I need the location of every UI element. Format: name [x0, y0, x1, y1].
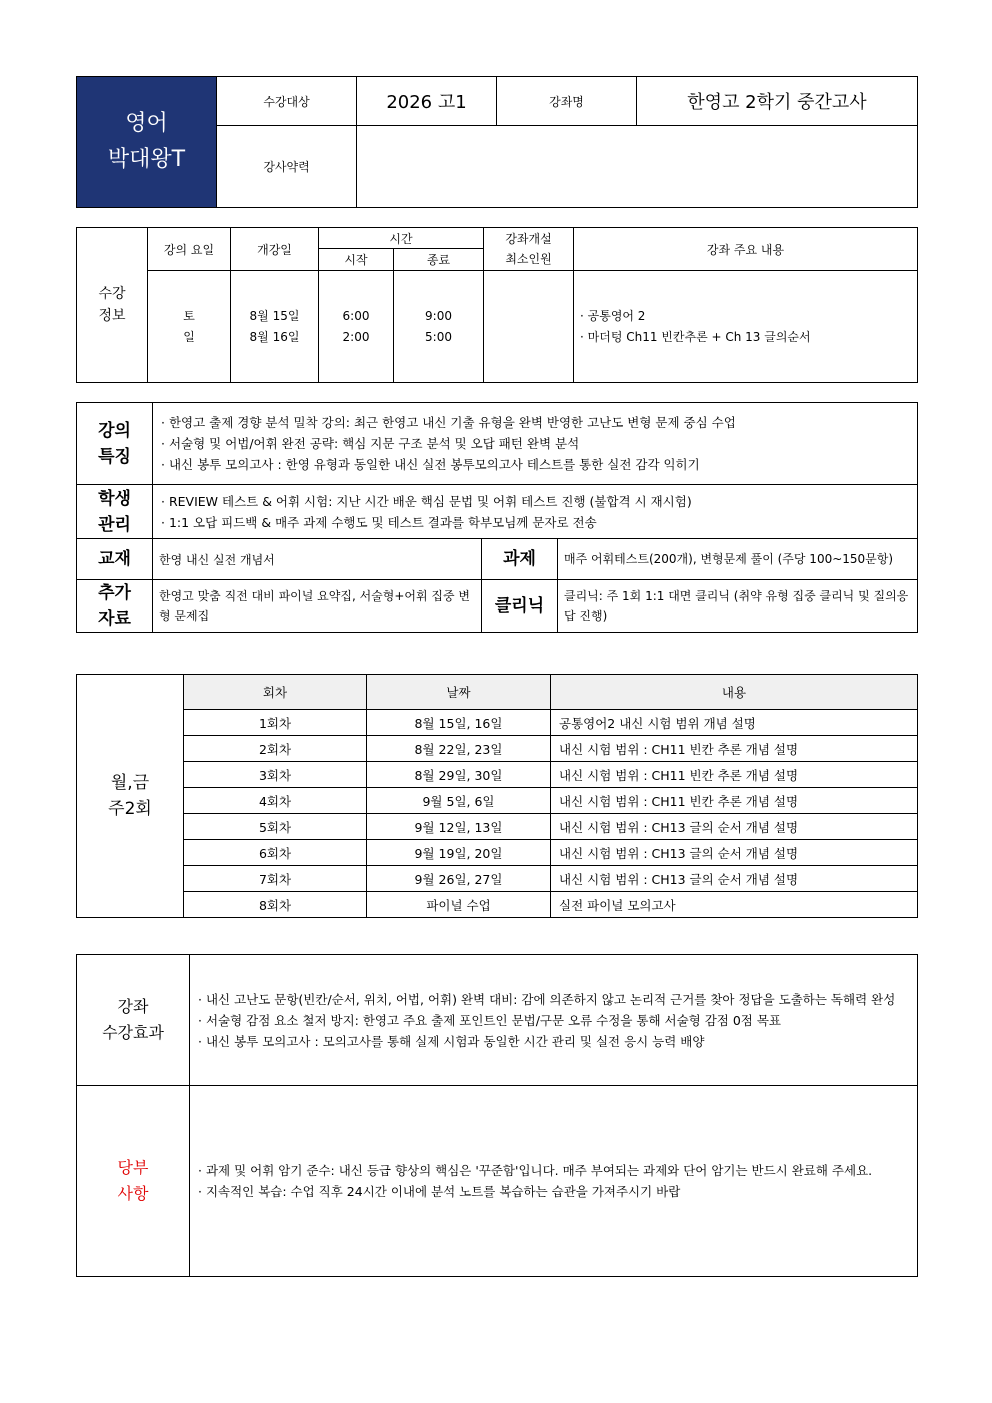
list-item: · 지속적인 복습: 수업 직후 24시간 이내에 분석 노트를 복습하는 습관을 가져주시기 바랍	[198, 1184, 681, 1199]
list-item: · 내신 봉투 모의고사 : 모의고사를 통해 실제 시험과 동일한 시간 관리 및 실전 응시 능력 배양	[198, 1033, 705, 1049]
col-round: 회차	[184, 675, 367, 710]
effect-list	[190, 955, 918, 1086]
homework-value: 매주 어휘테스트(200개), 변형문제 풀이 (주당 100~150문항)	[558, 539, 918, 580]
list-item: · 서술형 및 어법/어휘 완전 공략: 핵심 지문 구조 분석 및 오답 패턴 완벽 분석	[161, 436, 580, 451]
course-value: 한영고 2학기 중간고사	[637, 77, 918, 126]
textbook-value: 한영 내신 실전 개념서	[153, 539, 482, 580]
table-row: 4회차 9월 5일, 6일 내신 시험 범위 : CH11 빈칸 추론 개념 설명	[77, 788, 918, 814]
target-label: 수강대상	[217, 77, 357, 126]
list-item: · 한영고 출제 경향 분석 밀착 강의: 최근 한영고 내신 기출 유형을 완벽 반영한 고난도 변형 문제 중심 수업	[161, 415, 736, 430]
table-row: 5회차 9월 12일, 13일 내신 시험 범위 : CH13 글의 순서 개념 설명	[77, 814, 918, 840]
subject-title-cell	[77, 77, 217, 208]
bio-label: 강사약력	[217, 126, 357, 208]
table-row: 1회차 8월 15일, 16일 공통영어2 내신 시험 범위 개념 설명	[77, 710, 918, 736]
table-row: 2회차 8월 22일, 23일 내신 시험 범위 : CH11 빈칸 추론 개념 설명	[77, 736, 918, 762]
effect-label: 강좌 수강효과	[77, 955, 190, 1086]
table-row: 3회차 8월 29일, 30일 내신 시험 범위 : CH11 빈칸 추론 개념 설명	[77, 762, 918, 788]
list-item: · 서술형 감점 요소 철저 방지: 한영고 주요 출제 포인트인 문법/구문 오류 수정을 통해 서술형 감점 0점 목표	[198, 1012, 781, 1028]
col-sched-content: 내용	[551, 675, 918, 710]
extra-label: 추가 자료	[77, 580, 153, 633]
end-cell: 9:00 5:00	[394, 271, 484, 383]
col-date: 날짜	[367, 675, 551, 710]
feature-label: 강의 특징	[77, 403, 153, 485]
textbook-label: 교재	[77, 539, 153, 580]
extra-value: 한영고 맞춤 직전 대비 파이널 요약집, 서술형+어휘 집중 변형 문제집	[153, 580, 482, 633]
feature-list	[153, 403, 918, 485]
col-content: 강좌 주요 내용	[574, 228, 918, 271]
col-time: 시간	[319, 228, 484, 249]
schedule-side-label: 월,금 주2회	[77, 675, 184, 918]
schedule-table	[76, 674, 918, 918]
day-cell: 토 일	[148, 271, 231, 383]
notice-label: 당부 사항	[77, 1086, 190, 1277]
mgmt-label: 학생 관리	[77, 485, 153, 539]
col-time-start: 시작	[319, 249, 394, 271]
homework-label: 과제	[482, 539, 558, 580]
course-label: 강좌명	[497, 77, 637, 126]
clinic-label: 클리닉	[482, 580, 558, 633]
list-item: · 1:1 오답 피드백 & 매주 과제 수행도 및 테스트 결과를 학부모님께 문자로 전송	[161, 514, 597, 530]
content-cell: · 공통영어 2 · 마더텅 Ch11 빈칸추론 + Ch 13 글의순서	[574, 271, 918, 383]
list-item: · 내신 고난도 문항(빈칸/순서, 위치, 어법, 어휘) 완벽 대비: 감에 의존하지 않고 논리적 근거를 찾아 정답을 도출하는 독해력 완성	[198, 991, 896, 1007]
mgmt-list	[153, 485, 918, 539]
start-cell: 6:00 2:00	[319, 271, 394, 383]
col-start-date: 개강일	[231, 228, 319, 271]
col-time-end: 종료	[394, 249, 484, 271]
subject-name: 영어	[125, 111, 168, 136]
effects-table	[76, 954, 918, 1277]
bio-value	[357, 126, 918, 208]
teacher-name: 박대왕T	[107, 147, 186, 172]
notice-list	[190, 1086, 918, 1277]
table-row: 6회차 9월 19일, 20일 내신 시험 범위 : CH13 글의 순서 개념 설명	[77, 840, 918, 866]
table-row: 7회차 9월 26일, 27일 내신 시험 범위 : CH13 글의 순서 개념 설명	[77, 866, 918, 892]
min-people-cell	[484, 271, 574, 383]
clinic-value: 클리닉: 주 1회 1:1 대면 클리닉 (취약 유형 집중 클리닉 및 질의응답 진행)	[558, 580, 918, 633]
date-cell: 8월 15일 8월 16일	[231, 271, 319, 383]
list-item: · 과제 및 어휘 암기 준수: 내신 등급 향상의 핵심은 '꾸준함'입니다. 매주 부여되는 과제와 단어 암기는 반드시 완료해 주세요.	[198, 1163, 873, 1178]
col-min-people: 강좌개설 최소인원	[484, 228, 574, 271]
features-table	[76, 402, 918, 633]
info-table	[76, 227, 918, 383]
col-day: 강의 요일	[148, 228, 231, 271]
list-item: · 내신 봉투 모의고사 : 한영 유형과 동일한 내신 실전 봉투모의고사 테스트를 통한 실전 감각 익히기	[161, 457, 700, 472]
target-value: 2026 고1	[357, 77, 497, 126]
header-table	[76, 76, 918, 208]
info-section-label: 수강 정보	[77, 228, 148, 383]
table-row: 8회차 파이널 수업 실전 파이널 모의고사	[77, 892, 918, 918]
list-item: · REVIEW 테스트 & 어휘 시험: 지난 시간 배운 핵심 문법 및 어휘 테스트 진행 (불합격 시 재시험)	[161, 493, 692, 509]
